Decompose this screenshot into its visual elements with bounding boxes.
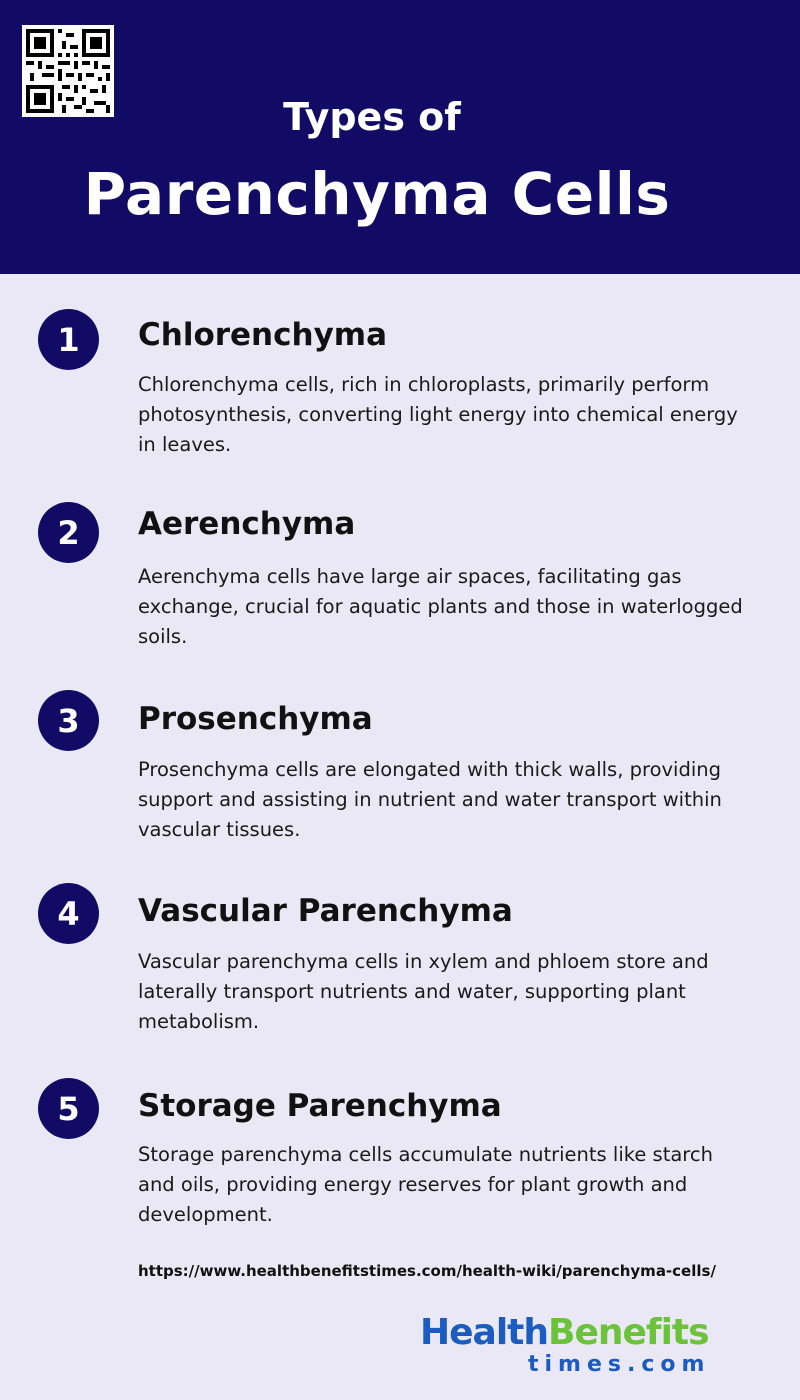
title-line-1: Types of [283, 95, 461, 139]
item-description: Prosenchyma cells are elongated with thick walls, providing support and assisting in nutrient and water transport within vascular tissues. [138, 758, 722, 841]
item-title: Prosenchyma [138, 701, 373, 737]
logo-benefits-text: Benefits [548, 1312, 709, 1353]
item-description: Aerenchyma cells have large air spaces, facilitating gas exchange, crucial for aquatic plants and those in waterlogged soils. [138, 565, 743, 648]
item-title: Aerenchyma [138, 506, 356, 542]
item-title: Vascular Parenchyma [138, 893, 513, 929]
item-description: Vascular parenchyma cells in xylem and phloem store and laterally transport nutrients and water, supporting plant metabolism. [138, 950, 709, 1033]
brand-logo [420, 1312, 740, 1378]
item-title: Storage Parenchyma [138, 1088, 502, 1124]
logo-health-text: Health [420, 1312, 549, 1353]
logo-wordmark [420, 1312, 709, 1353]
header-banner [0, 0, 800, 274]
item-description: Storage parenchyma cells accumulate nutrients like starch and oils, providing energy reserves for plant growth and development. [138, 1143, 713, 1226]
item-description: Chlorenchyma cells, rich in chloroplasts, primarily perform photosynthesis, converting light energy into chemical energy in leaves. [138, 373, 738, 456]
title-line-2: Parenchyma Cells [83, 160, 671, 228]
logo-subtext: times.com [528, 1352, 711, 1377]
number-badge: 1 [38, 309, 99, 370]
number-badge: 3 [38, 690, 99, 751]
number-badge: 4 [38, 883, 99, 944]
source-url-link[interactable]: https://www.healthbenefitstimes.com/health-wiki/parenchyma-cells/ [138, 1262, 716, 1280]
number-badge: 5 [38, 1078, 99, 1139]
number-badge: 2 [38, 502, 99, 563]
item-title: Chlorenchyma [138, 317, 387, 353]
